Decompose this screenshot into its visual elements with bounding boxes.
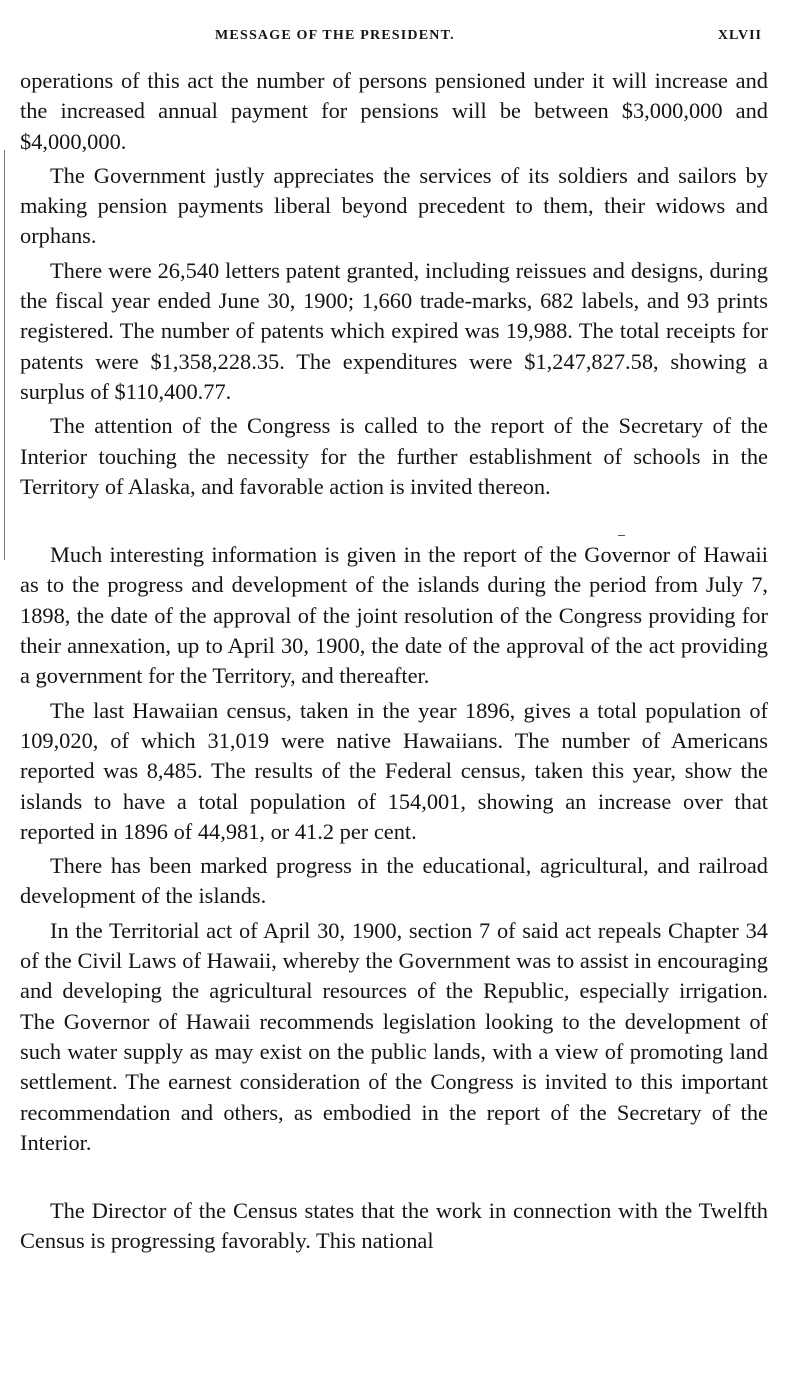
paragraph-territorial-act: In the Territorial act of April 30, 1900, section 7 of said act repeals Chapter 34 of the Civil Laws of Hawaii, whereby the Government was to assist in encouraging and developing the agricultural resources of the Republic, especially irrigation. The Governor of Hawaii recommends legislation looking to the development of such water supply as may exist on the public lands, with a view of promoting land settlement. The earnest consideration of the Congress is invited to this important recommendation and others, as embodied in the report of the Secretary of the Interior. xyxy=(20,917,768,1155)
page-header xyxy=(0,28,792,52)
paragraph-government-pensions: The Government justly appreciates the services of its soldiers and sailors by making pension payments liberal beyond precedent to them, their widows and orphans. xyxy=(20,162,768,249)
paragraph-hawaii-census: The last Hawaiian census, taken in the year 1896, gives a total population of 109,020, of which 31,019 were native Hawaiians. The number of Americans reported was 8,485. The results of the Federal census, taken this year, show the islands to have a total population of 154,001, showing an increase over that reported in 1896 of 44,981, or 41.2 per cent. xyxy=(20,697,768,844)
running-head: MESSAGE OF THE PRESIDENT. xyxy=(215,28,455,43)
paragraph-census-director: The Director of the Census states that the work in connection with the Twelfth Census is progressing favorably. This national xyxy=(20,1198,768,1254)
margin-rule xyxy=(4,150,5,560)
paragraph-pension-continuation: operations of this act the number of persons pensioned under it will increase and the increased annual payment for pensions will be between $3,000,000 and $4,000,000. xyxy=(20,68,768,154)
paragraph-alaska-schools: The attention of the Congress is called to the report of the Secretary of the Interior touching the necessity for the further establishment of schools in the Territory of Alaska, and favorable action is invited thereon. xyxy=(20,413,768,499)
stray-mark xyxy=(618,535,625,536)
body-text xyxy=(20,66,768,1257)
paragraph-patents: There were 26,540 letters patent granted, including reissues and designs, during the fiscal year ended June 30, 1900; 1,660 trade-marks, 682 labels, and 93 prints registered. The number of patents which expired was 19,988. The total receipts for patents were $1,358,228.35. The expenditures were $1,247,827.58, showing a surplus of $110,400.77. xyxy=(20,257,768,404)
paragraph-hawaii-progress: There has been marked progress in the educational, agricultural, and railroad development of the islands. xyxy=(20,853,768,909)
paragraph-hawaii-report: Much interesting information is given in the report of the Governor of Hawaii as to the progress and development of the islands during the period from July 7, 1898, the date of the approval of the joint resolution of the Congress providing for their annexation, up to April 30, 1900, the date of the approval of the act providing a government for the Territory, and thereafter. xyxy=(20,542,768,689)
page-number: XLVII xyxy=(717,28,762,43)
